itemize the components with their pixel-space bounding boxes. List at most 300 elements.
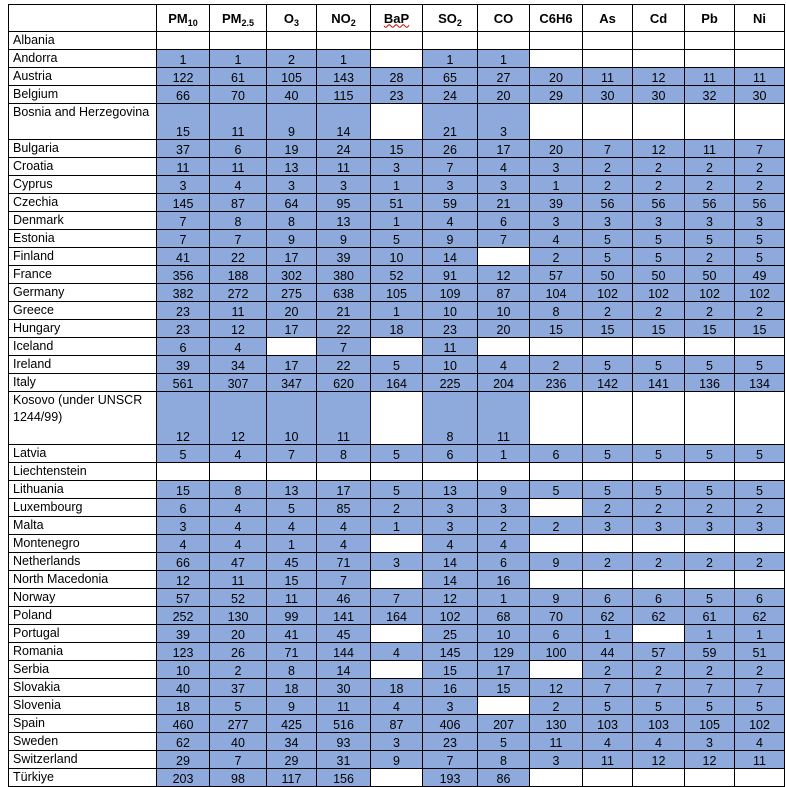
value-cell: 4 xyxy=(478,535,530,553)
value-cell: 1 xyxy=(478,589,530,607)
value-cell: 2 xyxy=(685,158,735,176)
value-cell: 275 xyxy=(267,284,317,302)
value-cell: 3 xyxy=(530,212,583,230)
country-cell: Greece xyxy=(9,302,157,320)
value-cell: 17 xyxy=(478,661,530,679)
table-row xyxy=(9,338,785,356)
value-cell xyxy=(371,32,423,50)
value-cell: 7 xyxy=(317,571,371,589)
table-body xyxy=(9,32,785,787)
value-cell: 144 xyxy=(317,643,371,661)
value-cell: 13 xyxy=(267,158,317,176)
value-cell: 3 xyxy=(530,158,583,176)
value-cell: 2 xyxy=(371,499,423,517)
value-cell xyxy=(633,32,685,50)
value-cell xyxy=(157,32,210,50)
value-cell: 5 xyxy=(685,445,735,463)
header-co: CO xyxy=(478,5,530,32)
value-cell xyxy=(530,50,583,68)
value-cell: 302 xyxy=(267,266,317,284)
value-cell: 5 xyxy=(735,697,785,715)
value-cell: 15 xyxy=(633,320,685,338)
country-cell: Denmark xyxy=(9,212,157,230)
value-cell: 20 xyxy=(478,86,530,104)
value-cell: 17 xyxy=(267,356,317,374)
value-cell: 3 xyxy=(371,733,423,751)
value-cell: 6 xyxy=(530,445,583,463)
value-cell: 7 xyxy=(157,230,210,248)
value-cell: 12 xyxy=(210,392,267,445)
value-cell: 5 xyxy=(371,356,423,374)
value-cell xyxy=(371,392,423,445)
table-row xyxy=(9,751,785,769)
value-cell: 1 xyxy=(685,625,735,643)
value-cell: 45 xyxy=(267,553,317,571)
value-cell xyxy=(371,625,423,643)
value-cell: 5 xyxy=(633,445,685,463)
value-cell: 2 xyxy=(633,176,685,194)
value-cell: 9 xyxy=(478,481,530,499)
value-cell: 70 xyxy=(530,607,583,625)
value-cell xyxy=(267,463,317,481)
value-cell: 4 xyxy=(583,733,633,751)
table-row xyxy=(9,302,785,320)
value-cell: 29 xyxy=(530,86,583,104)
value-cell: 62 xyxy=(583,607,633,625)
value-cell: 7 xyxy=(423,751,478,769)
table-row xyxy=(9,463,785,481)
country-cell: Andorra xyxy=(9,50,157,68)
value-cell: 5 xyxy=(685,356,735,374)
value-cell: 61 xyxy=(210,68,267,86)
value-cell: 70 xyxy=(210,86,267,104)
value-cell: 7 xyxy=(735,679,785,697)
value-cell: 2 xyxy=(633,553,685,571)
value-cell: 1 xyxy=(478,445,530,463)
value-cell: 41 xyxy=(267,625,317,643)
value-cell: 3 xyxy=(735,517,785,535)
value-cell: 15 xyxy=(583,320,633,338)
value-cell: 1 xyxy=(735,625,785,643)
value-cell: 3 xyxy=(633,517,685,535)
value-cell xyxy=(423,32,478,50)
value-cell xyxy=(478,697,530,715)
country-cell: Croatia xyxy=(9,158,157,176)
table-row xyxy=(9,50,785,68)
value-cell: 11 xyxy=(530,733,583,751)
header-c6h6: C6H6 xyxy=(530,5,583,32)
table-row xyxy=(9,68,785,86)
value-cell: 11 xyxy=(685,68,735,86)
value-cell: 109 xyxy=(423,284,478,302)
value-cell: 34 xyxy=(210,356,267,374)
value-cell: 102 xyxy=(423,607,478,625)
value-cell xyxy=(478,248,530,266)
value-cell: 5 xyxy=(735,445,785,463)
value-cell: 129 xyxy=(478,643,530,661)
value-cell: 14 xyxy=(423,248,478,266)
value-cell: 5 xyxy=(633,697,685,715)
value-cell: 18 xyxy=(267,679,317,697)
value-cell: 102 xyxy=(735,715,785,733)
value-cell: 10 xyxy=(423,356,478,374)
value-cell: 62 xyxy=(157,733,210,751)
value-cell: 1 xyxy=(371,302,423,320)
value-cell: 71 xyxy=(267,643,317,661)
value-cell: 2 xyxy=(685,661,735,679)
value-cell: 46 xyxy=(317,589,371,607)
country-cell: Liechtenstein xyxy=(9,463,157,481)
value-cell: 105 xyxy=(267,68,317,86)
value-cell: 16 xyxy=(478,571,530,589)
value-cell: 15 xyxy=(371,140,423,158)
value-cell: 10 xyxy=(478,302,530,320)
value-cell: 5 xyxy=(583,230,633,248)
value-cell: 20 xyxy=(478,320,530,338)
country-cell: Bulgaria xyxy=(9,140,157,158)
value-cell: 2 xyxy=(583,661,633,679)
value-cell: 102 xyxy=(735,284,785,302)
header-country xyxy=(9,5,157,32)
value-cell: 2 xyxy=(530,356,583,374)
value-cell: 22 xyxy=(210,248,267,266)
value-cell: 15 xyxy=(478,679,530,697)
value-cell: 23 xyxy=(423,320,478,338)
value-cell: 102 xyxy=(633,284,685,302)
value-cell: 203 xyxy=(157,769,210,787)
value-cell: 56 xyxy=(583,194,633,212)
value-cell xyxy=(685,571,735,589)
value-cell: 18 xyxy=(371,679,423,697)
value-cell: 3 xyxy=(583,517,633,535)
value-cell xyxy=(583,571,633,589)
country-cell: France xyxy=(9,266,157,284)
value-cell: 5 xyxy=(583,481,633,499)
value-cell: 5 xyxy=(157,445,210,463)
value-cell: 5 xyxy=(530,481,583,499)
value-cell: 2 xyxy=(583,553,633,571)
value-cell: 13 xyxy=(317,212,371,230)
value-cell xyxy=(267,338,317,356)
value-cell: 356 xyxy=(157,266,210,284)
value-cell: 122 xyxy=(157,68,210,86)
header-cd: Cd xyxy=(633,5,685,32)
value-cell: 2 xyxy=(633,158,685,176)
country-cell: Lithuania xyxy=(9,481,157,499)
value-cell: 98 xyxy=(210,769,267,787)
value-cell: 1 xyxy=(478,50,530,68)
table-row xyxy=(9,625,785,643)
value-cell: 164 xyxy=(371,374,423,392)
value-cell: 7 xyxy=(633,679,685,697)
value-cell: 59 xyxy=(423,194,478,212)
value-cell: 2 xyxy=(735,499,785,517)
value-cell: 8 xyxy=(210,212,267,230)
value-cell: 29 xyxy=(267,751,317,769)
value-cell: 3 xyxy=(685,212,735,230)
value-cell: 12 xyxy=(423,589,478,607)
value-cell xyxy=(423,463,478,481)
table-row xyxy=(9,715,785,733)
value-cell: 5 xyxy=(371,445,423,463)
value-cell: 4 xyxy=(478,158,530,176)
value-cell: 61 xyxy=(685,607,735,625)
table-row xyxy=(9,176,785,194)
value-cell: 14 xyxy=(317,661,371,679)
country-cell: Iceland xyxy=(9,338,157,356)
value-cell: 7 xyxy=(267,445,317,463)
table-row xyxy=(9,32,785,50)
country-cell: Latvia xyxy=(9,445,157,463)
value-cell: 3 xyxy=(371,158,423,176)
value-cell: 5 xyxy=(371,230,423,248)
value-cell: 277 xyxy=(210,715,267,733)
value-cell xyxy=(530,463,583,481)
value-cell: 2 xyxy=(530,697,583,715)
value-cell: 12 xyxy=(685,751,735,769)
value-cell: 7 xyxy=(210,230,267,248)
value-cell xyxy=(371,463,423,481)
value-cell: 2 xyxy=(583,302,633,320)
value-cell: 4 xyxy=(210,535,267,553)
value-cell: 347 xyxy=(267,374,317,392)
value-cell: 12 xyxy=(478,266,530,284)
value-cell xyxy=(633,535,685,553)
header-ni: Ni xyxy=(735,5,785,32)
value-cell: 4 xyxy=(530,230,583,248)
value-cell: 11 xyxy=(267,589,317,607)
value-cell xyxy=(633,50,685,68)
value-cell: 1 xyxy=(267,535,317,553)
table-row xyxy=(9,517,785,535)
value-cell: 7 xyxy=(735,140,785,158)
value-cell: 51 xyxy=(735,643,785,661)
value-cell: 20 xyxy=(210,625,267,643)
country-cell: Austria xyxy=(9,68,157,86)
value-cell: 4 xyxy=(317,535,371,553)
country-cell: Estonia xyxy=(9,230,157,248)
value-cell: 50 xyxy=(685,266,735,284)
value-cell: 30 xyxy=(317,679,371,697)
value-cell: 2 xyxy=(633,499,685,517)
header-pm25: $PM_{2.5}$ xyxy=(210,5,267,32)
value-cell: 516 xyxy=(317,715,371,733)
value-cell: 23 xyxy=(157,302,210,320)
value-cell: 3 xyxy=(423,176,478,194)
value-cell: 40 xyxy=(210,733,267,751)
value-cell: 30 xyxy=(633,86,685,104)
value-cell: 19 xyxy=(267,140,317,158)
value-cell: 62 xyxy=(633,607,685,625)
table-row xyxy=(9,553,785,571)
value-cell: 1 xyxy=(157,50,210,68)
country-cell: Switzerland xyxy=(9,751,157,769)
value-cell: 13 xyxy=(423,481,478,499)
value-cell: 2 xyxy=(735,553,785,571)
table-row xyxy=(9,140,785,158)
value-cell: 3 xyxy=(478,499,530,517)
value-cell: 236 xyxy=(530,374,583,392)
value-cell: 14 xyxy=(317,104,371,140)
value-cell: 11 xyxy=(478,392,530,445)
table-row xyxy=(9,356,785,374)
value-cell: 9 xyxy=(423,230,478,248)
value-cell xyxy=(633,338,685,356)
value-cell: 130 xyxy=(210,607,267,625)
table-row xyxy=(9,481,785,499)
value-cell: 4 xyxy=(267,517,317,535)
value-cell xyxy=(371,104,423,140)
value-cell: 2 xyxy=(685,248,735,266)
value-cell: 2 xyxy=(633,302,685,320)
value-cell: 15 xyxy=(685,320,735,338)
value-cell: 5 xyxy=(685,481,735,499)
value-cell: 117 xyxy=(267,769,317,787)
table-row xyxy=(9,499,785,517)
value-cell xyxy=(633,104,685,140)
value-cell: 4 xyxy=(157,535,210,553)
table-row xyxy=(9,284,785,302)
value-cell: 40 xyxy=(267,86,317,104)
value-cell: 17 xyxy=(267,320,317,338)
country-cell: Slovenia xyxy=(9,697,157,715)
table-row xyxy=(9,643,785,661)
value-cell: 95 xyxy=(317,194,371,212)
value-cell: 66 xyxy=(157,86,210,104)
value-cell: 11 xyxy=(583,751,633,769)
value-cell: 9 xyxy=(530,589,583,607)
value-cell xyxy=(530,661,583,679)
value-cell: 56 xyxy=(633,194,685,212)
header-bap: BaP xyxy=(371,5,423,32)
value-cell: 59 xyxy=(685,643,735,661)
value-cell: 9 xyxy=(371,751,423,769)
value-cell: 6 xyxy=(478,553,530,571)
value-cell: 40 xyxy=(157,679,210,697)
value-cell: 12 xyxy=(157,571,210,589)
value-cell: 26 xyxy=(210,643,267,661)
value-cell: 56 xyxy=(685,194,735,212)
value-cell: 103 xyxy=(633,715,685,733)
value-cell xyxy=(210,32,267,50)
value-cell: 66 xyxy=(157,553,210,571)
country-cell: Malta xyxy=(9,517,157,535)
value-cell: 9 xyxy=(267,697,317,715)
value-cell: 37 xyxy=(157,140,210,158)
value-cell: 2 xyxy=(735,302,785,320)
value-cell xyxy=(210,463,267,481)
value-cell: 100 xyxy=(530,643,583,661)
pollutant-table xyxy=(8,4,785,787)
value-cell xyxy=(685,392,735,445)
value-cell: 12 xyxy=(633,751,685,769)
value-cell: 62 xyxy=(735,607,785,625)
value-cell: 44 xyxy=(583,643,633,661)
value-cell: 11 xyxy=(583,68,633,86)
value-cell: 3 xyxy=(685,733,735,751)
value-cell: 4 xyxy=(478,356,530,374)
value-cell xyxy=(530,571,583,589)
value-cell: 7 xyxy=(583,679,633,697)
value-cell: 5 xyxy=(735,481,785,499)
value-cell: 141 xyxy=(317,607,371,625)
value-cell xyxy=(685,463,735,481)
value-cell: 86 xyxy=(478,769,530,787)
table-row xyxy=(9,158,785,176)
value-cell: 87 xyxy=(478,284,530,302)
value-cell: 50 xyxy=(583,266,633,284)
country-cell: Hungary xyxy=(9,320,157,338)
value-cell xyxy=(735,463,785,481)
value-cell: 8 xyxy=(267,661,317,679)
value-cell: 7 xyxy=(157,212,210,230)
value-cell: 5 xyxy=(267,499,317,517)
value-cell: 3 xyxy=(735,212,785,230)
value-cell: 4 xyxy=(633,733,685,751)
value-cell: 12 xyxy=(210,320,267,338)
value-cell: 2 xyxy=(685,553,735,571)
table-row xyxy=(9,661,785,679)
value-cell: 5 xyxy=(583,445,633,463)
value-cell: 56 xyxy=(735,194,785,212)
value-cell: 15 xyxy=(157,481,210,499)
header-so2: $SO_2$ xyxy=(423,5,478,32)
value-cell xyxy=(685,32,735,50)
value-cell xyxy=(735,392,785,445)
value-cell: 24 xyxy=(423,86,478,104)
value-cell: 87 xyxy=(210,194,267,212)
value-cell: 7 xyxy=(317,338,371,356)
value-cell xyxy=(371,535,423,553)
country-cell: Romania xyxy=(9,643,157,661)
header-pb: Pb xyxy=(685,5,735,32)
table-row xyxy=(9,248,785,266)
value-cell xyxy=(685,338,735,356)
value-cell: 1 xyxy=(210,50,267,68)
value-cell: 5 xyxy=(210,697,267,715)
value-cell: 252 xyxy=(157,607,210,625)
value-cell: 5 xyxy=(633,356,685,374)
value-cell: 5 xyxy=(735,356,785,374)
value-cell: 1 xyxy=(371,212,423,230)
value-cell: 11 xyxy=(423,338,478,356)
country-cell: Poland xyxy=(9,607,157,625)
country-cell: Czechia xyxy=(9,194,157,212)
value-cell xyxy=(633,392,685,445)
value-cell: 8 xyxy=(530,302,583,320)
value-cell xyxy=(317,32,371,50)
value-cell: 2 xyxy=(530,517,583,535)
value-cell: 57 xyxy=(530,266,583,284)
value-cell: 4 xyxy=(423,535,478,553)
value-cell: 7 xyxy=(685,679,735,697)
value-cell: 9 xyxy=(267,230,317,248)
value-cell: 7 xyxy=(423,158,478,176)
value-cell: 39 xyxy=(157,356,210,374)
value-cell: 47 xyxy=(210,553,267,571)
table-row xyxy=(9,697,785,715)
value-cell: 188 xyxy=(210,266,267,284)
value-cell: 11 xyxy=(210,104,267,140)
value-cell: 23 xyxy=(423,733,478,751)
value-cell: 24 xyxy=(317,140,371,158)
value-cell: 382 xyxy=(157,284,210,302)
table-row xyxy=(9,733,785,751)
value-cell: 34 xyxy=(267,733,317,751)
value-cell: 11 xyxy=(735,751,785,769)
value-cell: 2 xyxy=(633,661,685,679)
table-row xyxy=(9,212,785,230)
